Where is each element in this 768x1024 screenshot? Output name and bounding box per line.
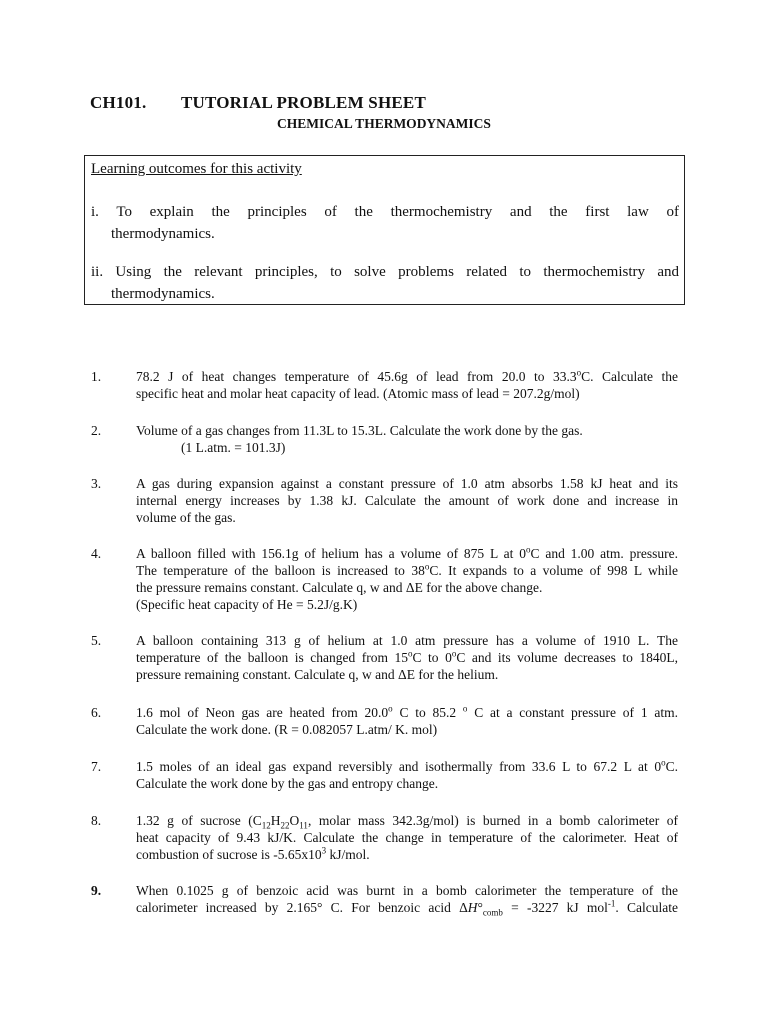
question-text: A balloon containing 313 g of helium at 1.0 atm pressure has a volume of 1910 L. The temperature of the balloon is changed from 15$^o$C to 0$^o$C and its volume decreases to 1840L, pressure remaining constant. Calculate q, w and ΔE for the helium. [136, 633, 678, 682]
question-text: 1.5 moles of an ideal gas expand reversibly and isothermally from 33.6 L to 67.2 L at 0$^o$C. Calculate the work done by the gas and entropy change. [136, 757, 678, 791]
question-text: A balloon filled with 156.1g of helium has a volume of 875 L at 0$^o$C and 1.00 atm. pressure. The temperature of the balloon is increased to 38$^o$C. It expands to a volume of 998 L while the pressure remains constant. Calculate q, w and ΔE for the above change. (Specific heat capacity of He = 5.2J/g.K) [136, 544, 679, 612]
question-text: 78.2 J of heat changes temperature of 45.6g of lead from 20.0 to 33.3$^o$C. Calculate the specific heat and molar heat capacity of lead. (Atomic mass of lead = 207.2g/mol) [136, 367, 678, 401]
sheet-header [90, 93, 426, 113]
outcome-1-line-2: thermodynamics. [111, 226, 215, 242]
question-number: 1. [91, 369, 102, 384]
question-number: 2. [91, 423, 102, 438]
question-number: 7. [91, 759, 102, 774]
question-number: 4. [91, 546, 102, 561]
question-text: Volume of a gas changes from 11.3L to 15.3L. Calculate the work done by the gas. (1 L.atm. = 101.3J) [136, 423, 583, 455]
sheet-title: TUTORIAL PROBLEM SHEET [181, 93, 426, 112]
subtitle-text: CHEMICAL THERMODYNAMICS [277, 116, 491, 131]
sheet-subtitle [0, 116, 768, 132]
question-text: 1.6 mol of Neon gas are heated from 20.0$^o$ C to 85.2 $^o$ C at a constant pressure of 1 atm. Calculate the work done. (R = 0.082057 L.atm/ K. mol) [136, 703, 678, 737]
learning-outcomes-box [84, 155, 685, 305]
outcome-2-line-1: ii. Using the relevant principles, to solve problems related to thermochemistry and [91, 264, 679, 280]
question-number: 6. [91, 705, 102, 720]
question-text: A gas during expansion against a constant pressure of 1.0 atm absorbs 1.58 kJ heat and its internal energy increases by 1.38 kJ. Calculate the amount of work done and increase in volume of the gas. [136, 476, 678, 525]
question-number: 5. [91, 633, 102, 648]
outcome-2-line-2: thermodynamics. [111, 286, 215, 302]
question-number: 9. [91, 883, 102, 898]
question-text: When 0.1025 g of benzoic acid was burnt in a bomb calorimeter the temperature of the calorimeter increased by 2.165° C. For benzoic acid $\Delta H^\circ_{comb} = -3227$ kJ mol$^{-1}$. Calculate [136, 883, 678, 918]
question-number: 3. [91, 476, 102, 491]
outcome-item-1 [91, 201, 679, 245]
outcome-1-line-1: i. To explain the principles of the thermochemistry and the first law of [91, 204, 679, 220]
course-code: CH101. [90, 93, 147, 112]
question-number: 8. [91, 813, 102, 828]
outcome-item-2 [91, 261, 679, 305]
question-text: 1.32 g of sucrose ($C_{12}H_{22}O_{11}$, molar mass 342.3g/mol) is burned in a bomb calorimeter of heat capacity of 9.43 kJ/K. Calculate the change in temperature of the calorimeter. Heat of combustion of sucrose is $-5.65x10^3$ kJ/mol. [136, 813, 678, 862]
outcomes-heading: Learning outcomes for this activity [91, 161, 302, 177]
